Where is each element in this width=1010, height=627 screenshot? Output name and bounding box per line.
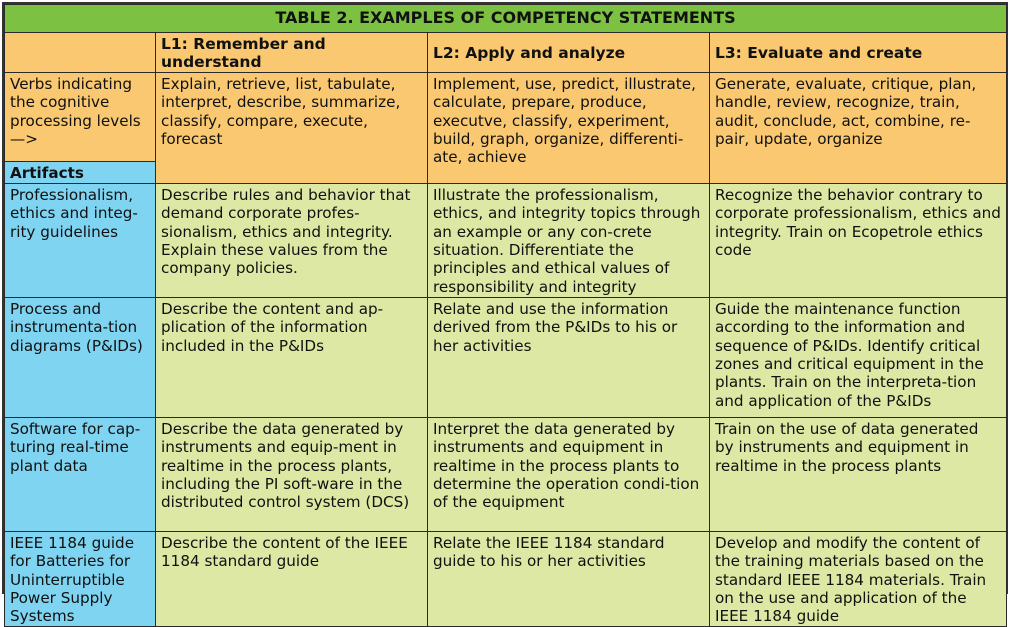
header-l3: L3: Evaluate and create (710, 33, 1007, 73)
row-cell-l3: Recognize the behavior contrary to corporate professionalism, ethics and integrity. Train on Ecopetrole ethics code (710, 183, 1007, 297)
row-cell-l3: Train on the use of data generated by instruments and equipment in realtime in the process plants (710, 417, 1007, 531)
row-cell-l1: Describe the data generated by instruments and equip-ment in realtime in the process plants, including the PI soft-ware in the distributed control system (DCS) (156, 417, 428, 531)
row-cell-l1: Describe the content and ap-plication of the information included in the P&IDs (156, 297, 428, 417)
artifact-label: Software for cap-turing real-time plant data (5, 417, 156, 531)
header-row (5, 33, 1007, 73)
row-cell-l1: Describe rules and behavior that demand corporate profes-sionalism, ethics and integrity. Explain these values from the company policies. (156, 183, 428, 297)
row-cell-l2: Illustrate the professionalism, ethics, and integrity topics through an example or any con-crete situation. Differentiate the principles and ethical values of responsibility and integrity (428, 183, 710, 297)
header-corner (5, 33, 156, 73)
verbs-l2: Implement, use, predict, illustrate, calculate, prepare, produce, executve, classify, experiment, build, graph, organize, differenti-ate, achieve (428, 72, 710, 183)
verbs-row (5, 72, 1007, 183)
artifacts-label: Artifacts (5, 161, 155, 183)
table-title: TABLE 2. EXAMPLES OF COMPETENCY STATEMENTS (5, 5, 1007, 33)
verbs-l3: Generate, evaluate, critique, plan, handle, review, recognize, train, audit, conclude, act, combine, re-pair, update, organize (710, 72, 1007, 183)
verbs-l1: Explain, retrieve, list, tabulate, interpret, describe, summarize, classify, compare, execute, forecast (156, 72, 428, 183)
verbs-label: Verbs indicating the cognitive processing levels —> (10, 74, 141, 149)
artifact-label: Professionalism, ethics and integ-rity guidelines (5, 183, 156, 297)
row-cell-l1: Describe the content of the IEEE 1184 standard guide (156, 531, 428, 626)
table-row (5, 531, 1007, 626)
row-cell-l2: Relate and use the information derived from the P&IDs to his or her activities (428, 297, 710, 417)
artifact-label: Process and instrumenta-tion diagrams (P&IDs) (5, 297, 156, 417)
header-l2: L2: Apply and analyze (428, 33, 710, 73)
table-row (5, 417, 1007, 531)
header-l1: L1: Remember and understand (156, 33, 428, 73)
row-cell-l3: Develop and modify the content of the training materials based on the standard IEEE 1184 materials. Train on the use and application of the IEEE 1184 guide (710, 531, 1007, 626)
row-cell-l2: Interpret the data generated by instruments and equipment in realtime in the process plants to determine the operation condi-tion of the equipment (428, 417, 710, 531)
table-row (5, 183, 1007, 297)
verbs-label-cell (5, 72, 156, 183)
table-row (5, 297, 1007, 417)
row-cell-l3: Guide the maintenance function according to the information and sequence of P&IDs. Identify critical zones and critical equipment in the plants. Train on the interpreta-tion and application of the P&IDs (710, 297, 1007, 417)
artifact-label: IEEE 1184 guide for Batteries for Uninterruptible Power Supply Systems (5, 531, 156, 626)
competency-table (2, 2, 1008, 626)
row-cell-l2: Relate the IEEE 1184 standard guide to his or her activities (428, 531, 710, 626)
